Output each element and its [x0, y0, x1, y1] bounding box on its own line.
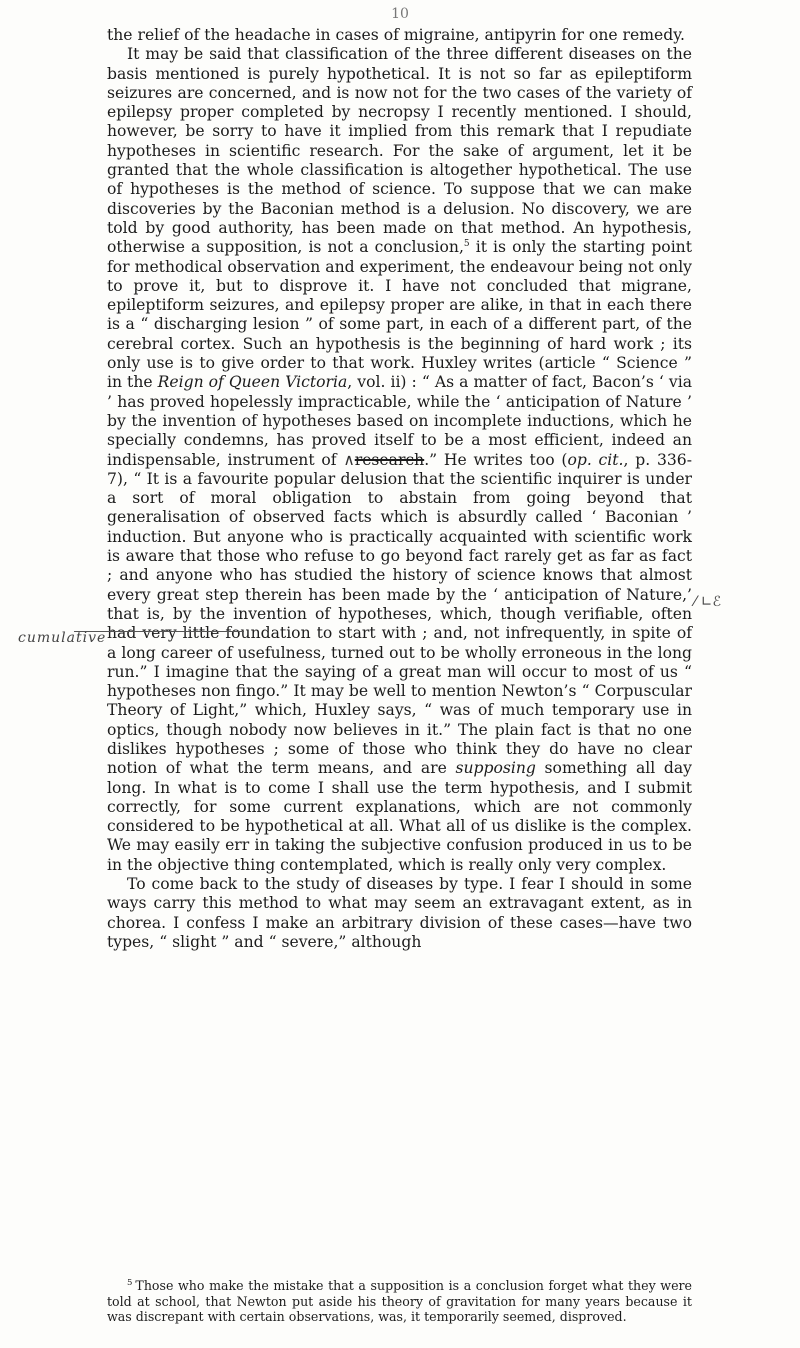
paragraph-text: something all day long. In what is to come I shall use the term hypothesis, and I submit correctly, for some current explanations, which are not commonly considered to be hypothetical at all. What all of us dislike is the complex. We may easily err in taking the subjective confusion produced in us to be in the objective thing contemplated, which is really only very complex. — [107, 759, 692, 874]
book-title: Reign of Queen Victoria — [157, 373, 348, 392]
paragraph-text: , p. 336-7), “ It is a favourite popular delusion that the scientific inquirer is under a sort of moral obligation to abstain from going beyond that generalisation of observed facts which is absurdly called ‘ Baconian ’ induction. But anyone who is practically acquainted with scientific work is aware that those who refuse to go beyond fact rarely get as far as fact ; and anyone who has studied the history of science knows that almost every great step therein has been made by the ‘ anticipation of Nature,’ that is, by the invention of hypotheses, which, though verifiable, often had very little foundation to start with ; and, not infrequently, in spite of a long career of usefulness, turned out to be wholly erroneous in the long run.” I imagine that the saying of a great man will occur to most of us “ hypotheses non fingo.” It may be well to mention Newton’s “ Corpuscular Theory of Light,” which, Huxley says, “ was of much temporary use in optics, though nobody now believes in it.” The plain fact is that no one dislikes hypotheses ; some of those who think they do have no clear notion of what the term means, and are — [107, 450, 692, 778]
insertion-caret: ∧ — [343, 450, 355, 469]
paragraph: the relief of the headache in cases of migraine, antipyrin for one remedy. — [107, 26, 685, 44]
footnote-text: Those who make the mistake that a supposition is a conclusion forget what they were told at school, that Newton put aside his theory of gravitation for many years because it was discrepant with certain observations, was, it temporarily seemed, disproved. — [107, 1278, 692, 1325]
footnote — [107, 1276, 692, 1325]
page-number: 10 — [391, 6, 409, 22]
paragraph: To come back to the study of diseases by type. I fear I should in some ways carry this method to what may seem an extravagant extent, as in chorea. I confess I make an arbitrary division of these cases—have two types, “ slight ” and “ severe,” although — [107, 875, 692, 951]
emphasis: supposing — [455, 759, 536, 778]
body-text — [107, 26, 692, 952]
paragraph-text: It may be said that classification of the three different diseases on the basis mentioned is purely hypothetical. It is not so far as epileptiform seizures are concerned, and is now not for the two cases of the variety of epilepsy proper completed by necropsy I recently mentioned. I should, however, be sorry to have it implied from this remark that I repudiate hypotheses in scientific research. For the sake of argument, let it be granted that the whole classification is altogether hypothetical. The use of hypotheses is the method of science. To suppose that we can make discoveries by the Baconian method is a delusion. No discovery, we are told by good authority, has been made on that method. An hypothesis, otherwise a supposition, is not a conclusion, — [107, 45, 692, 257]
handwritten-correction-mark: ⁄ ∟ℰ — [694, 594, 721, 610]
footnote-reference: 5 — [463, 239, 470, 250]
handwritten-margin-note: cumulative — [18, 630, 107, 646]
footnote-marker: 5 — [127, 1278, 133, 1288]
citation: op. cit. — [567, 450, 624, 469]
paragraph-text: , vol. ii) : “ As a matter of fact, Bacon’s ‘ via ’ has proved hopelessly impracticable, while the ‘ anticipation of Nature ’ by the invention of hypotheses based on incomplete inductions, which he specially condemns, has proved itself to be a most efficient, indeed an indispensable, instrument of — [107, 373, 692, 469]
paragraph-text: .” He writes too ( — [424, 450, 568, 469]
paragraph — [107, 45, 692, 875]
struck-word: research — [354, 450, 425, 469]
paragraph-text: it is only the starting point for methodical observation and experiment, the endeavour being not only to prove it, but to disprove it. I have not concluded that migrane, epileptiform seizures, and epilepsy proper are alike, in that in each there is a “ discharging lesion ” of some part, in each of a different part, of the cerebral cortex. Such an hypothesis is the beginning of hard work ; its only use is to give order to that work. Huxley writes (article “ Science ” in the — [107, 238, 692, 392]
